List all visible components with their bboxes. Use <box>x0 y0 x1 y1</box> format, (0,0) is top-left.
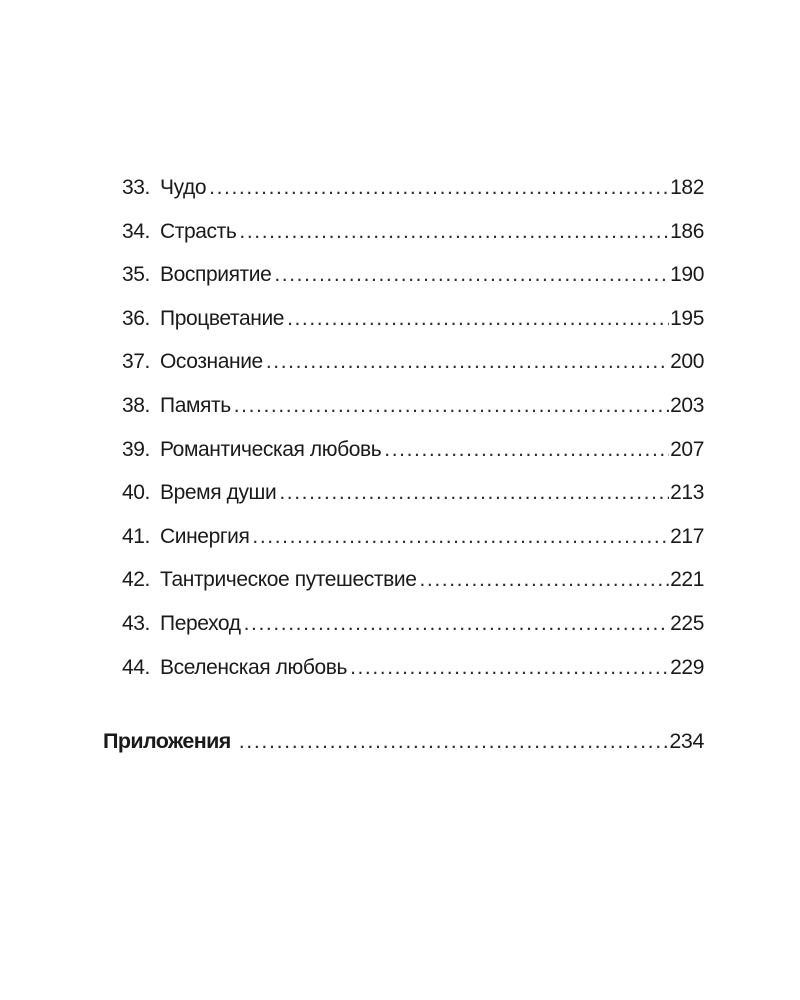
entry-page-number: 221 <box>670 568 704 592</box>
entry-title: Чудо <box>160 176 207 199</box>
toc-entry[interactable] <box>122 656 704 700</box>
entry-page-number: 186 <box>670 219 704 243</box>
dot-leader <box>234 394 669 418</box>
toc-entry[interactable] <box>122 438 704 482</box>
toc-entry[interactable] <box>122 612 704 656</box>
entry-number: 44. <box>122 655 150 679</box>
dot-leader <box>239 729 669 754</box>
toc-appendix-entry[interactable] <box>103 729 704 754</box>
entry-page-number: 190 <box>670 263 704 287</box>
toc-entry[interactable] <box>122 176 704 220</box>
entry-number: 41. <box>122 524 150 548</box>
entry-title: Страсть <box>160 219 237 243</box>
entry-number: 35. <box>122 263 150 287</box>
toc-entry[interactable] <box>122 307 704 351</box>
entry-title: Восприятие <box>160 263 272 287</box>
entry-number: 43. <box>122 611 150 635</box>
entry-number: 39. <box>122 437 150 461</box>
entry-title: Вселенская любовь <box>160 655 348 679</box>
entry-page-number: 207 <box>670 437 704 461</box>
toc-entry-list <box>122 176 704 699</box>
entry-number: 33. <box>122 176 150 199</box>
entry-page-number: 195 <box>670 306 704 330</box>
dot-leader <box>209 176 669 200</box>
dot-leader <box>419 568 669 592</box>
entry-number: 34. <box>122 219 150 243</box>
entry-number: 42. <box>122 568 150 592</box>
entry-title: Переход <box>160 611 241 635</box>
toc-entry[interactable] <box>122 263 704 307</box>
entry-title: Время души <box>160 481 277 505</box>
dot-leader <box>244 612 670 636</box>
dot-leader <box>287 307 669 331</box>
entry-page-number: 182 <box>670 176 704 199</box>
entry-page-number: 225 <box>670 611 704 635</box>
entry-title: Синергия <box>160 524 250 548</box>
toc-entry[interactable] <box>122 481 704 525</box>
toc-entry[interactable] <box>122 568 704 612</box>
entry-page-number: 229 <box>670 655 704 679</box>
entry-number: 36. <box>122 306 150 330</box>
appendix-page-number: 234 <box>669 729 704 753</box>
entry-title: Осознание <box>160 350 263 374</box>
entry-page-number: 213 <box>670 481 704 505</box>
entry-number: 38. <box>122 393 150 417</box>
entry-page-number: 200 <box>670 350 704 374</box>
dot-leader <box>239 220 669 244</box>
entry-title: Процветание <box>160 306 285 330</box>
dot-leader <box>274 263 669 287</box>
toc-entry[interactable] <box>122 350 704 394</box>
entry-number: 37. <box>122 350 150 374</box>
appendix-title: Приложения <box>103 729 231 753</box>
entry-title: Тантрическое путешествие <box>160 568 417 592</box>
dot-leader <box>279 481 669 505</box>
toc-entry[interactable] <box>122 220 704 264</box>
entry-title: Романтическая любовь <box>160 437 382 461</box>
entry-page-number: 203 <box>670 393 704 417</box>
entry-number: 40. <box>122 481 150 505</box>
dot-leader <box>266 350 669 374</box>
entry-page-number: 217 <box>670 524 704 548</box>
dot-leader <box>384 438 669 462</box>
dot-leader <box>252 525 669 549</box>
toc-entry[interactable] <box>122 394 704 438</box>
dot-leader <box>350 656 669 680</box>
toc-entry[interactable] <box>122 525 704 569</box>
entry-title: Память <box>160 393 231 417</box>
